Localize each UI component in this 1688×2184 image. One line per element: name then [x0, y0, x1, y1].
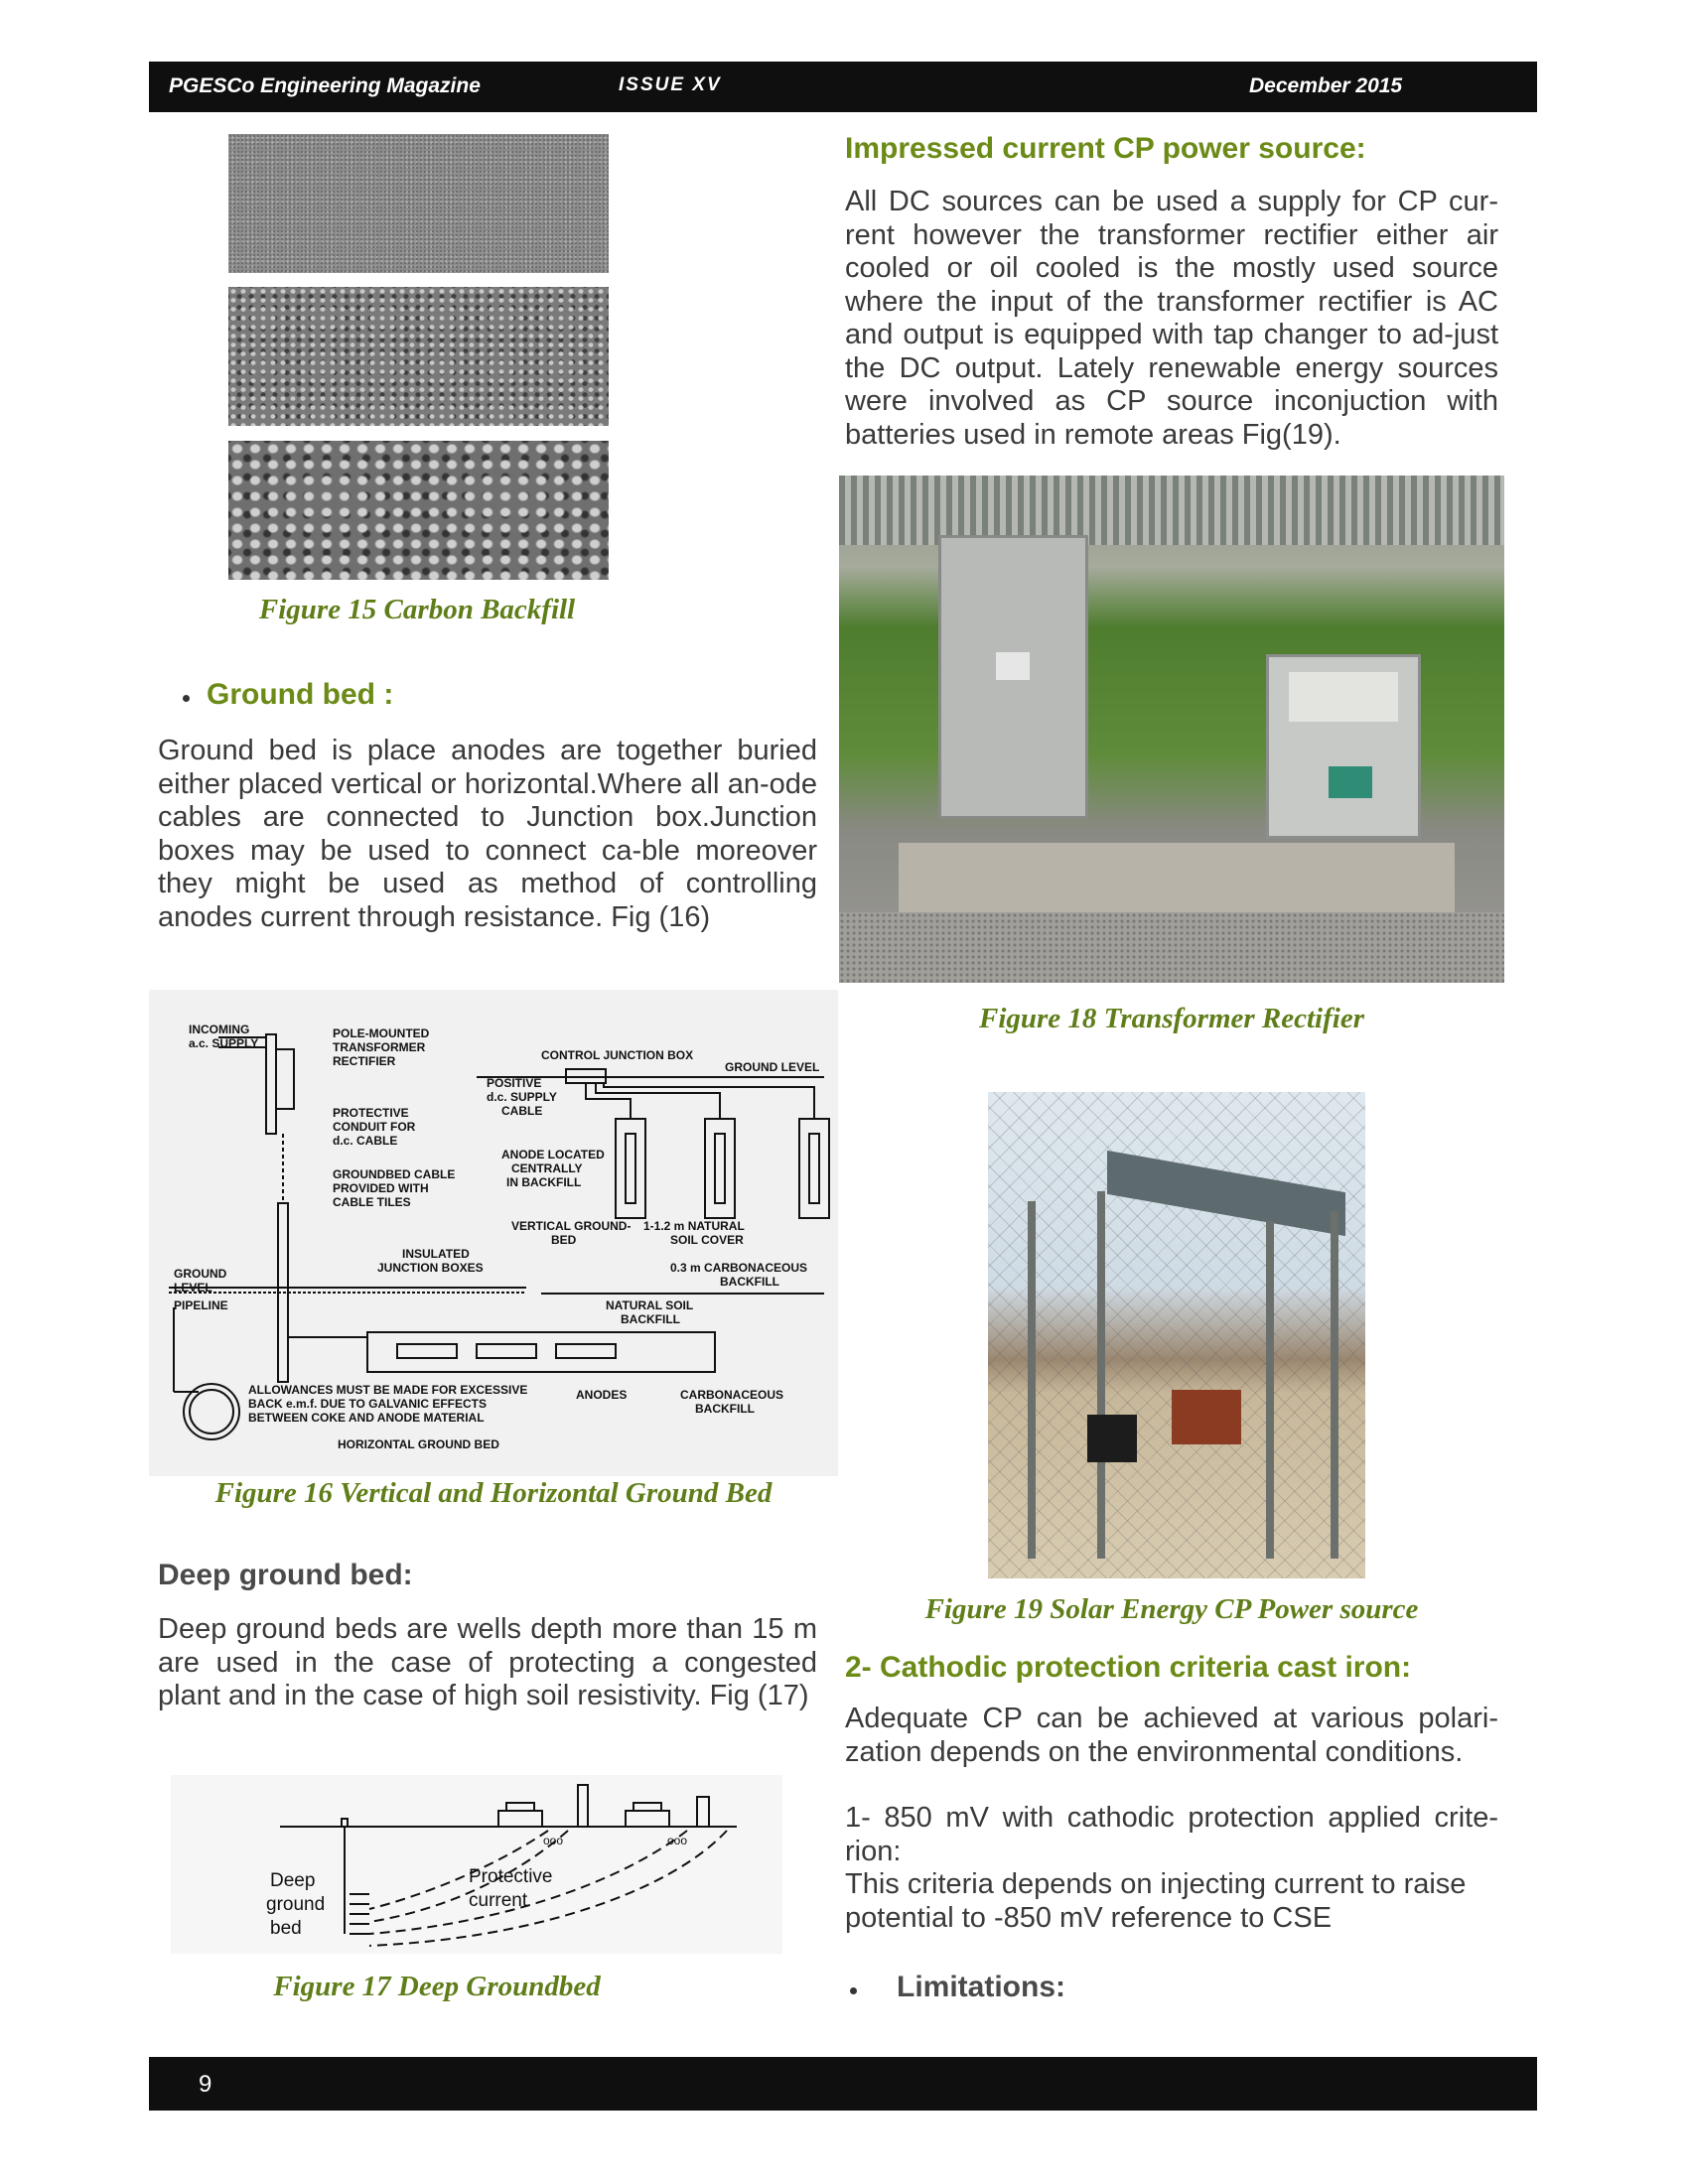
diagram-label: RECTIFIER [333, 1054, 396, 1068]
figure16-caption: Figure 16 Vertical and Horizontal Ground Bed [214, 1477, 773, 1509]
diagram-label: LEVEL [174, 1281, 212, 1295]
diagram-label: d.c. SUPPLY [487, 1090, 557, 1104]
ground-bed-diagram [149, 990, 838, 1476]
ground-bed-text: Ground bed is place anodes are together buried either placed vertical or horizontal.Where all an-ode cables are connected to Junction box.Junction boxes may be used to connect ca-ble moreover they might be used as method of controlling anodes current through resistance. Fig (16) [158, 735, 817, 933]
figure17-caption: Figure 17 Deep Groundbed [273, 1971, 601, 2002]
deep-groundbed-diagram [171, 1775, 782, 1954]
diagram-label: current [469, 1890, 528, 1911]
diagram-label: TRANSFORMER [333, 1040, 426, 1054]
diagram-label: ANODES [576, 1388, 628, 1402]
figure15-caption: Figure 15 Carbon Backfill [258, 594, 576, 625]
carbon-backfill-coarse-image [228, 441, 609, 580]
diagram-label: ooo [543, 1834, 564, 1847]
diagram-label: CABLE [501, 1104, 543, 1118]
ground-bed-heading: Ground bed : [207, 678, 394, 711]
limitations-label: Limitations: [897, 1971, 1065, 2003]
rectifier-cabinet-shape [1266, 654, 1421, 839]
deep-ground-bed-heading: Deep ground bed: [158, 1559, 413, 1591]
carbon-backfill-medium-image [228, 287, 609, 426]
diagram-label: INCOMING [189, 1023, 250, 1036]
control-box-shape [1172, 1390, 1241, 1444]
diagram-label: a.c. SUPPLY [189, 1036, 259, 1050]
diagram-label: 1-1.2 m NATURAL [643, 1219, 745, 1233]
diagram-label: BACK e.m.f. DUE TO GALVANIC EFFECTS [248, 1397, 488, 1411]
battery-shape [1087, 1415, 1137, 1462]
diagram-label: POSITIVE [487, 1076, 542, 1090]
diagram-label: ALLOWANCES MUST BE MADE FOR EXCESSIVE [248, 1383, 528, 1397]
transformer-rectifier-photo [839, 476, 1504, 983]
gravel-shape [839, 912, 1504, 983]
diagram-label: HORIZONTAL GROUND BED [338, 1437, 499, 1451]
diagram-label: CARBONACEOUS [680, 1388, 784, 1402]
diagram-label: JUNCTION BOXES [377, 1261, 484, 1275]
header-bar [149, 62, 1537, 112]
solar-energy-photo [988, 1092, 1365, 1578]
diagram-label: PROTECTIVE [333, 1106, 409, 1120]
diagram-label: IN BACKFILL [506, 1175, 582, 1189]
diagram-label: ANODE LOCATED [501, 1148, 605, 1161]
criterion-line2: This criteria depends on injecting current to raise potential to -850 mV reference to CSE [845, 1868, 1467, 1934]
diagram-label: BACKFILL [695, 1402, 755, 1416]
diagram-label: BACKFILL [720, 1275, 779, 1289]
diagram-label: BETWEEN COKE AND ANODE MATERIAL [248, 1411, 485, 1425]
diagram-label: GROUND [174, 1267, 227, 1281]
magazine-title: PGESCo Engineering Magazine [169, 74, 481, 97]
bullet-icon [850, 1987, 857, 1994]
diagram-label: BACKFILL [621, 1312, 680, 1326]
diagram-label: GROUND LEVEL [725, 1060, 820, 1074]
impressed-current-heading: Impressed current CP power source: [845, 132, 1366, 165]
diagram-label: VERTICAL GROUND- [511, 1219, 632, 1233]
diagram-label: NATURAL SOIL [606, 1298, 694, 1312]
diagram-label: Deep [270, 1870, 316, 1891]
diagram-label: CONDUIT FOR [333, 1120, 416, 1134]
diagram-label: SOIL COVER [670, 1233, 744, 1247]
bullet-icon [183, 695, 190, 702]
diagram-label: CONTROL JUNCTION BOX [541, 1048, 694, 1062]
diagram-label: bed [270, 1918, 302, 1939]
diagram-label: d.c. CABLE [333, 1134, 398, 1148]
diagram-label: GROUNDBED CABLE [333, 1167, 456, 1181]
concrete-base-shape [899, 843, 1455, 912]
diagram-label: PROVIDED WITH [333, 1181, 429, 1195]
diagram-label: ooo [667, 1834, 688, 1847]
diagram-label: POLE-MOUNTED [333, 1026, 430, 1040]
issue-label: ISSUE XV [619, 74, 722, 95]
diagram-label: 0.3 m CARBONACEOUS [670, 1261, 808, 1275]
diagram-label: BED [551, 1233, 577, 1247]
diagram-label: CENTRALLY [511, 1161, 583, 1175]
carbon-backfill-fine-image [228, 134, 609, 273]
criterion-line1: 1- 850 mV with cathodic protection applied crite-rion: [845, 1802, 1498, 1867]
diagram-label: CABLE TILES [333, 1195, 411, 1209]
criteria-text: Adequate CP can be achieved at various polari-zation depends on the environmental conditions. [845, 1703, 1498, 1768]
junction-box-shape [938, 535, 1088, 819]
diagram-label: INSULATED [402, 1247, 470, 1261]
deep-ground-bed-text: Deep ground beds are wells depth more than 15 m are used in the case of protecting a congested plant and in the case of high soil resistivity. Fig (17) [158, 1613, 817, 1711]
footer-bar [149, 2057, 1537, 2111]
figure18-caption: Figure 18 Transformer Rectifier [978, 1003, 1364, 1034]
issue-date: December 2015 [1249, 74, 1403, 97]
figure19-caption: Figure 19 Solar Energy CP Power source [924, 1593, 1419, 1625]
diagram-label: Protective [469, 1866, 553, 1887]
diagram-label: PIPELINE [174, 1298, 228, 1312]
impressed-current-text: All DC sources can be used a supply for CP cur-rent however the transformer rectifier either air cooled or oil cooled is the mostly used source where the input of the transformer rectifier is AC and output is equipped with tap changer to ad-just the DC output. Lately renewable energy sources were involved as CP source inconjuction with batteries used in remote areas Fig(19). [845, 186, 1498, 451]
page-number: 9 [199, 2071, 212, 2098]
diagram-label: ground [266, 1894, 326, 1915]
criteria-heading: 2- Cathodic protection criteria cast iron: [845, 1651, 1412, 1684]
